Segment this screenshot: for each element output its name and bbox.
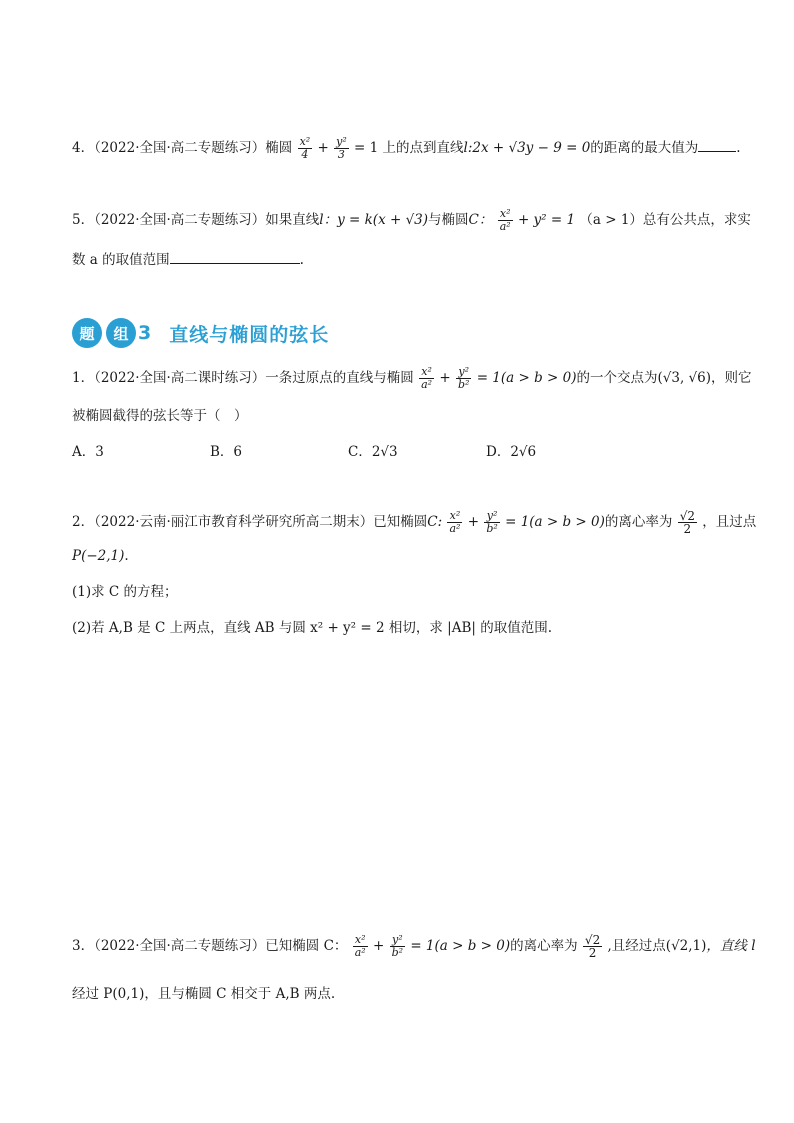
question-4: [72, 136, 741, 161]
eccentricity-fraction: $\frac{√2}{2}$: [584, 933, 601, 960]
p3-point: (√2,1): [665, 938, 707, 954]
fraction-x2-over-a2: $\frac{\text{x²}}{\text{a²}}$: [449, 509, 461, 535]
p2-prefix: 2．（2022·云南·丽江市教育科学研究所高二期末）已知椭圆: [72, 514, 428, 530]
q5-ellipse-label: C：: [468, 212, 493, 228]
section-badge-ti: 题: [72, 318, 102, 348]
answer-blank[interactable]: [698, 137, 736, 152]
option-c[interactable]: C．2√3: [348, 444, 398, 460]
question-5-line-2: [72, 248, 304, 268]
q4-suffix: 的距离的最大值为: [590, 140, 699, 156]
p3-suffix: ,且经过点: [607, 938, 666, 954]
q4-line-expression: l:2x + √3y − 9 = 0: [463, 140, 591, 156]
problem-1: [72, 366, 752, 391]
plus-sign: +: [439, 370, 451, 386]
plus-sign: +: [467, 514, 480, 530]
p1-prefix: 1．（2022·全国·高二课时练习）一条过原点的直线与椭圆: [72, 370, 414, 386]
option-a[interactable]: A．3: [72, 444, 104, 460]
fraction-y2-over-b2: $\frac{\text{y²}}{\text{b²}}$: [391, 933, 404, 959]
p3-suffix-2: ，直线 l: [706, 938, 756, 954]
p2-condition: = 1(a > b > 0): [505, 514, 605, 530]
p1-condition: = 1(a > b > 0): [476, 370, 577, 386]
q5-condition: （a > 1）: [579, 212, 643, 228]
fraction-x2-over-a2: $\frac{\text{x²}}{\text{a²}}$: [354, 933, 366, 959]
period: .: [299, 252, 304, 268]
p2-suffix: ，且过点: [702, 514, 757, 530]
p1-point: (√3, √6): [657, 370, 711, 386]
period: .: [736, 140, 741, 156]
fraction-y2-over-3: $\frac{\text{y²}}{3}$: [336, 135, 347, 161]
section-number: 3: [138, 322, 152, 344]
problem-2-point: [72, 548, 129, 564]
p2-mid: 的离心率为: [604, 514, 673, 530]
q5-line2: 数 a 的取值范围: [72, 252, 170, 268]
p3-mid: 的离心率为: [510, 938, 578, 954]
fraction-y2-over-b2: $\frac{\text{y²}}{\text{b²}}$: [457, 365, 470, 391]
section-badge-zu: 组: [106, 318, 136, 348]
plus-y2-eq-one: + y² = 1: [517, 212, 576, 228]
problem-3-line-2: 经过 P(0,1)，且与椭圆 C 相交于 A,B 两点.: [72, 986, 336, 1002]
q5-line-expression: l：y = k(x + √3): [319, 212, 429, 228]
answer-blank[interactable]: [170, 249, 300, 264]
q4-mid: 上的点到直线: [382, 140, 464, 156]
p1-mid: 的一个交点为: [576, 370, 658, 386]
eccentricity-fraction: $\frac{√2}{2}$: [679, 509, 695, 536]
p3-prefix: 3．（2022·全国·高二专题练习）已知椭圆 C：: [72, 938, 348, 954]
q5-prefix: 5．（2022·全国·高二专题练习）如果直线: [72, 212, 320, 228]
option-d[interactable]: D．2√6: [486, 444, 537, 460]
q5-suffix: 总有公共点，求实: [642, 212, 751, 228]
period: .: [124, 548, 129, 564]
p3-condition: = 1(a > b > 0): [410, 938, 511, 954]
plus-sign: +: [372, 938, 385, 954]
question-5: [72, 208, 751, 233]
option-b[interactable]: B．6: [210, 444, 243, 460]
fraction-x2-over-4: $\frac{\text{x²}}{4}$: [299, 135, 311, 161]
section-header: [72, 316, 329, 350]
q4-prefix: 4．（2022·全国·高二专题练习）椭圆: [72, 140, 293, 156]
plus-sign: +: [317, 140, 329, 156]
section-title: 直线与椭圆的弦长: [169, 323, 330, 346]
fraction-x2-over-a2: $\frac{\text{x²}}{\text{a²}}$: [499, 207, 511, 233]
q5-mid: 与椭圆: [428, 212, 469, 228]
fraction-x2-over-a2: $\frac{\text{x²}}{\text{a²}}$: [421, 365, 433, 391]
p2-point: P(−2,1): [72, 548, 125, 564]
fraction-y2-over-b2: $\frac{\text{y²}}{\text{b²}}$: [486, 509, 498, 535]
problem-2: [72, 510, 756, 535]
problem-2-sub-1: (1)求 C 的方程；: [72, 584, 178, 600]
equals-one: = 1: [354, 140, 379, 156]
problem-3: [72, 934, 756, 959]
problem-1-line-2: 被椭圆截得的弦长等于（ ）: [72, 408, 248, 424]
p1-suffix: ，则它: [711, 370, 752, 386]
p2-ellipse-label: C:: [427, 514, 443, 530]
problem-2-sub-2: (2)若 A,B 是 C 上两点，直线 AB 与圆 x² + y² = 2 相切，求 |AB| 的取值范围.: [72, 620, 552, 636]
